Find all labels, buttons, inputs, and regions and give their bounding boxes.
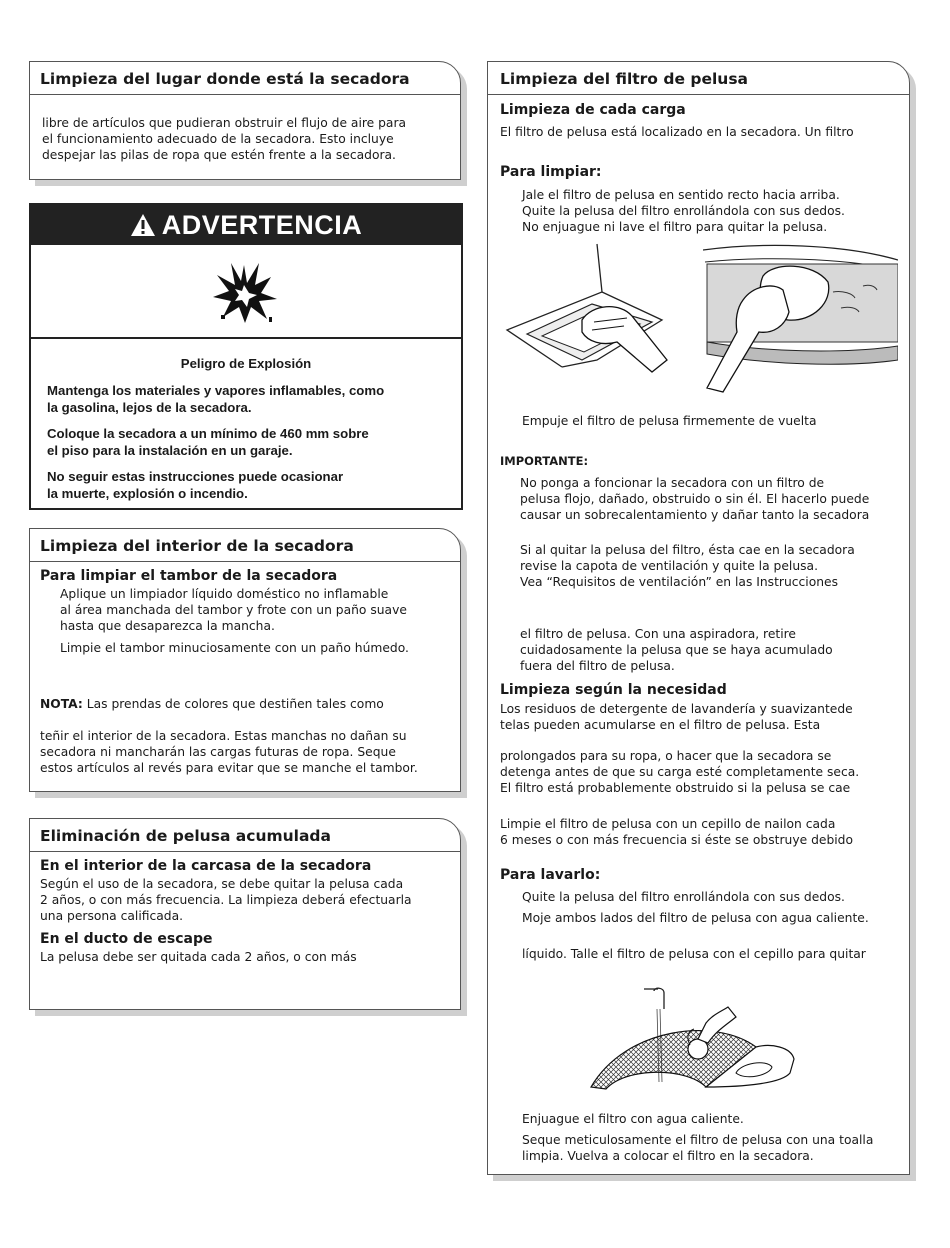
section-title: Limpieza del interior de la secadora (30, 529, 460, 562)
text-line: 2 años, o con más frecuencia. La limpieza deberá efectuarla (40, 893, 412, 907)
text-line: el funcionamiento adecuado de la secadora. Esto incluye (42, 132, 394, 146)
warning-line: Mantenga los materiales y vapores inflamables, como (47, 383, 385, 398)
warning-body (31, 355, 461, 502)
step-line: Quite la pelusa del filtro enrollándola con sus dedos. (522, 890, 845, 904)
text-line: revise la capota de ventilación y quite la pelusa. (520, 559, 818, 573)
section-lugar (29, 61, 461, 180)
explosion-illustration (31, 245, 461, 339)
step-line: Aplique un limpiador líquido doméstico no inflamable (60, 587, 389, 601)
step-line: Seque meticulosamente el filtro de pelusa con una toalla (522, 1133, 874, 1147)
text-line: Empuje el filtro de pelusa firmemente de vuelta (522, 414, 817, 428)
step-line: Limpie el tambor minuciosamente con un paño húmedo. (60, 641, 409, 655)
warning-header (31, 205, 461, 245)
text-line: 6 meses o con más frecuencia si éste se obstruye debido (500, 833, 853, 847)
subsection-title: Para lavarlo: (500, 867, 601, 883)
text-line: Limpie el filtro de pelusa con un cepillo de nailon cada (500, 817, 836, 831)
pull-filter-illustration (502, 242, 672, 392)
section-title: Limpieza del filtro de pelusa (488, 62, 909, 95)
subsection-title: Limpieza de cada carga (500, 102, 686, 118)
section-interior (29, 528, 461, 792)
text-line: libre de artículos que pudieran obstruir el flujo de aire para (42, 116, 407, 130)
subsection-title: En el ducto de escape (40, 931, 213, 947)
step-line: Moje ambos lados del filtro de pelusa con agua caliente. (522, 911, 869, 925)
subsection-title: Limpieza según la necesidad (500, 682, 727, 698)
text-line: secadora ni mancharán las cargas futuras de ropa. Seque (40, 745, 396, 759)
subsection-title: Para limpiar: (500, 164, 602, 180)
text-line: despejar las pilas de ropa que estén frente a la secadora. (42, 148, 396, 162)
warning-triangle-icon (130, 213, 156, 237)
section-title: Eliminación de pelusa acumulada (30, 819, 460, 852)
text-line: detenga antes de que su carga esté completamente seca. (500, 765, 860, 779)
text-line: el filtro de pelusa. Con una aspiradora, retire (520, 627, 796, 641)
text-line: Vea “Requisitos de ventilación” en las Instrucciones (520, 575, 838, 589)
subsection-title: En el interior de la carcasa de la secadora (40, 858, 372, 874)
warning-paragraph (47, 425, 445, 459)
explosion-icon (209, 257, 279, 327)
warning-line: la muerte, explosión o incendio. (47, 486, 248, 501)
text-line: telas pueden acumularse en el filtro de pelusa. Esta (500, 718, 821, 732)
text-line: estos artículos al revés para evitar que se manche el tambor. (40, 761, 418, 775)
wash-filter-illustration (586, 987, 806, 1097)
text-line: El filtro está probablemente obstruido si la pelusa se cae (500, 781, 851, 795)
text-line: No ponga a foncionar la secadora con un filtro de (520, 476, 825, 490)
warning-line: No seguir estas instrucciones puede ocasionar (47, 469, 344, 484)
text-line: fuera del filtro de pelusa. (520, 659, 675, 673)
section-pelusa-acumulada (29, 818, 461, 1010)
text-line: El filtro de pelusa está localizado en la secadora. Un filtro (500, 125, 854, 139)
important-label: IMPORTANTE: (500, 454, 589, 468)
warning-line: Coloque la secadora a un mínimo de 460 mm sobre (47, 426, 369, 441)
text-line: pelusa flojo, dañado, obstruido o sin él. El hacerlo puede (520, 492, 870, 506)
step-line: limpia. Vuelva a colocar el filtro en la secadora. (522, 1149, 814, 1163)
warning-box (29, 203, 463, 510)
step-line: líquido. Talle el filtro de pelusa con el cepillo para quitar (522, 947, 866, 961)
step-line: Enjuague el filtro con agua caliente. (522, 1112, 744, 1126)
note-label: NOTA: (40, 697, 83, 711)
warning-line: el piso para la instalación en un garaje. (47, 443, 293, 458)
section-filtro (487, 61, 910, 1175)
text-line: La pelusa debe ser quitada cada 2 años, o con más (40, 950, 357, 964)
remove-lint-illustration (703, 242, 898, 397)
step-line: Jale el filtro de pelusa en sentido recto hacia arriba. (522, 188, 840, 202)
warning-paragraph (47, 468, 445, 502)
step-line: al área manchada del tambor y frote con un paño suave (60, 603, 407, 617)
warning-line: la gasolina, lejos de la secadora. (47, 400, 252, 415)
text-line: prolongados para su ropa, o hacer que la secadora se (500, 749, 832, 763)
warning-paragraph (47, 382, 445, 416)
section-title: Limpieza del lugar donde está la secadora (30, 62, 460, 95)
warning-heading: Peligro de Explosión (180, 356, 312, 371)
step-line: Quite la pelusa del filtro enrollándola con sus dedos. (522, 204, 845, 218)
step-line: No enjuague ni lave el filtro para quitar la pelusa. (522, 220, 828, 234)
warning-title: ADVERTENCIA (161, 209, 363, 240)
text-line: una persona calificada. (40, 909, 184, 923)
step-line: hasta que desaparezca la mancha. (60, 619, 275, 633)
text-line: cuidadosamente la pelusa que se haya acumulado (520, 643, 833, 657)
text-line: Los residuos de detergente de lavandería y suavizantede (500, 702, 853, 716)
subsection-title: Para limpiar el tambor de la secadora (40, 568, 338, 584)
text-line: teñir el interior de la secadora. Estas manchas no dañan su (40, 729, 407, 743)
note-text: Las prendas de colores que destiñen tales como (82, 697, 384, 711)
text-line: Según el uso de la secadora, se debe quitar la pelusa cada (40, 877, 404, 891)
text-line: Si al quitar la pelusa del filtro, ésta cae en la secadora (520, 543, 855, 557)
note (40, 696, 450, 712)
text-line: causar un sobrecalentamiento y dañar tanto la secadora (520, 508, 870, 522)
